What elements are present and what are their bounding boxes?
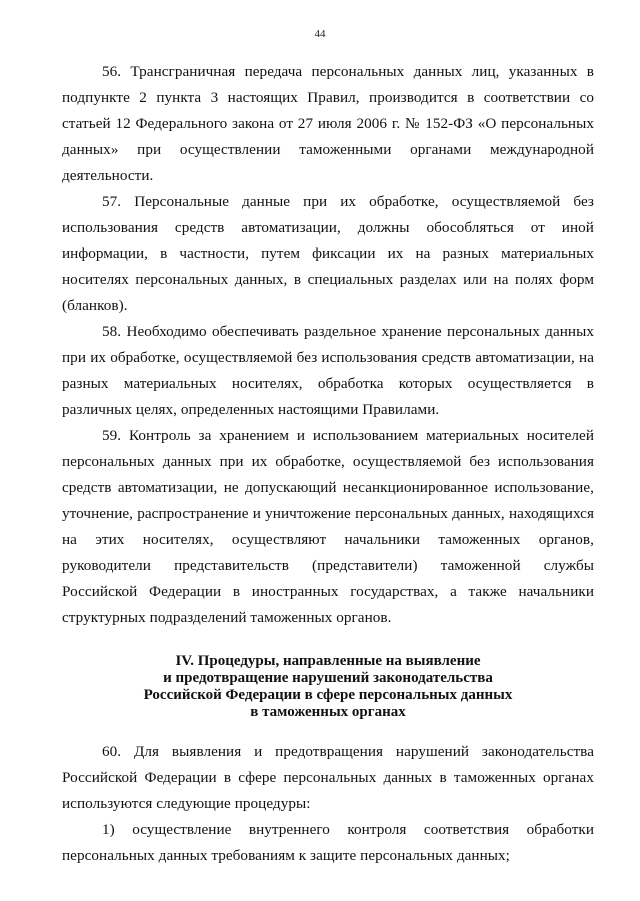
page-number: 44 xyxy=(314,28,326,40)
paragraph-57: 57. Персональные данные при их обработке, осуществляемой без использования средств автоматизации, должны обособляться от иной информации, в частности, путем фиксации их на разных материальных носителях персональных данных, в специальных разделах или на полях форм (бланков). xyxy=(62,193,594,314)
section-heading-line: Российской Федерации в сфере персональных данных xyxy=(143,687,513,703)
paragraph-60-item-1: 1) осуществление внутреннего контроля соответствия обработки персональных данных требованиям к защите персональных данных; xyxy=(62,821,594,864)
paragraph-59: 59. Контроль за хранением и использованием материальных носителей персональных данных при их обработке, осуществляемой без использования средств автоматизации, не допускающий несанкционированное использование, уточнение, распространение и уничтожение персональных данных, находящихся на этих носителях, осуществляют начальники таможенных органов, руководители представительств (представители) таможенной службы Российской Федерации в иностранных государствах, а также начальники структурных подразделений таможенных органов. xyxy=(62,427,594,626)
document-body xyxy=(62,59,594,869)
paragraph-58: 58. Необходимо обеспечивать раздельное хранение персональных данных при их обработке, осуществляемой без использования средств автоматизации, на разных материальных носителях, обработка которых осуществляется в различных целях, определенных настоящими Правилами. xyxy=(62,323,594,418)
paragraph-60: 60. Для выявления и предотвращения нарушений законодательства Российской Федерации в сфере персональных данных в таможенных органах используются следующие процедуры: xyxy=(62,743,594,812)
section-heading xyxy=(62,653,594,721)
section-heading-line: IV. Процедуры, направленные на выявление xyxy=(175,653,481,669)
section-heading-line: и предотвращение нарушений законодательства xyxy=(163,670,493,686)
section-heading-line: в таможенных органах xyxy=(250,704,406,720)
paragraph-56: 56. Трансграничная передача персональных данных лиц, указанных в подпункте 2 пункта 3 настоящих Правил, производится в соответствии со статьей 12 Федерального закона от 27 июля 2006 г. № 152-ФЗ «О персональных данных» при осуществлении таможенными органами международной деятельности. xyxy=(62,63,594,184)
